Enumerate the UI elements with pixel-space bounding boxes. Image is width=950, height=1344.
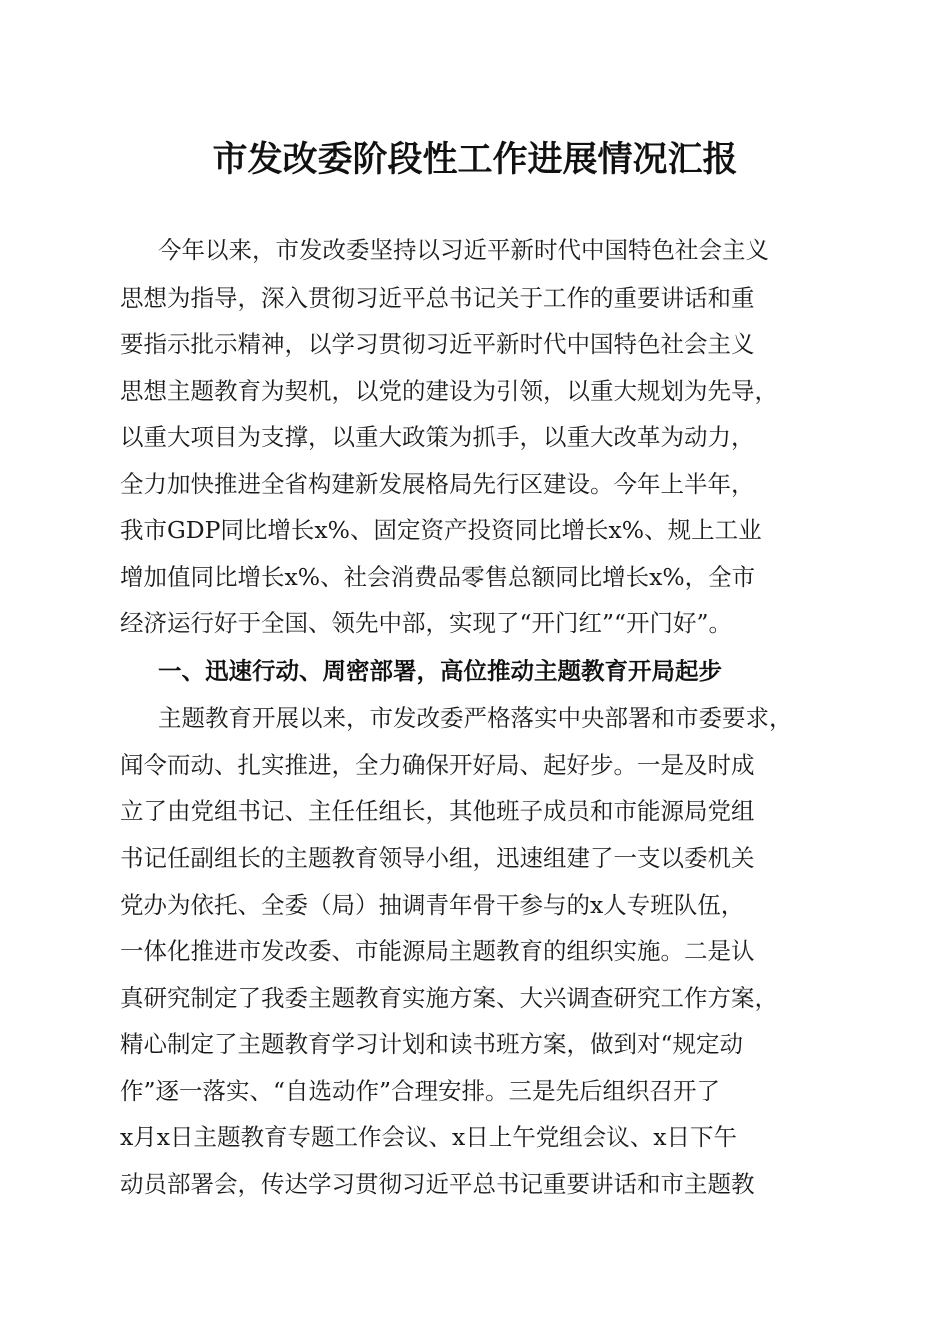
paragraph-line: 党办为依托、全委（局）抽调青年骨干参与的x人专班队伍， (120, 891, 745, 919)
paragraph-line: 立了由党组书记、主任任组长，其他班子成员和市能源局党组 (120, 797, 755, 825)
paragraph-line: 作”逐一落实、“自选动作”合理安排。三是先后组织召开了 (120, 1077, 721, 1105)
paragraph-line: 经济运行好于全国、领先中部，实现了“开门红”“开门好”。 (120, 609, 733, 637)
paragraph-line: 以重大项目为支撑，以重大政策为抓手，以重大改革为动力， (120, 423, 755, 451)
paragraph-line: x月x日主题教育专题工作会议、x日上午党组会议、x日下午 (120, 1123, 738, 1151)
section-heading: 一、迅速行动、周密部署，高位推动主题教育开局起步 (158, 657, 722, 685)
paragraph-line: 真研究制定了我委主题教育实施方案、大兴调查研究工作方案， (120, 984, 778, 1012)
paragraph-line: 我市GDP同比增长x%、固定资产投资同比增长x%、规上工业 (120, 516, 762, 544)
paragraph-line: 闻令而动、扎实推进，全力确保开好局、起好步。一是及时成 (120, 751, 755, 779)
paragraph-line: 要指示批示精神，以学习贯彻习近平新时代中国特色社会主义 (120, 330, 755, 358)
paragraph-line: 思想主题教育为契机，以党的建设为引领，以重大规划为先导， (120, 377, 778, 405)
paragraph-line: 全力加快推进全省构建新发展格局先行区建设。今年上半年， (120, 470, 755, 498)
paragraph-line: 精心制定了主题教育学习计划和读书班方案，做到对“规定动 (120, 1030, 744, 1058)
paragraph-line: 增加值同比增长x%、社会消费品零售总额同比增长x%，全市 (120, 563, 756, 591)
paragraph-line: 思想为指导，深入贯彻习近平总书记关于工作的重要讲话和重 (120, 284, 755, 312)
paragraph-line: 书记任副组长的主题教育领导小组，迅速组建了一支以委机关 (120, 844, 755, 872)
paragraph-line: 主题教育开展以来，市发改委严格落实中央部署和市委要求， (158, 704, 793, 732)
document-title: 市发改委阶段性工作进展情况汇报 (212, 139, 738, 180)
paragraph-line: 一体化推进市发改委、市能源局主题教育的组织实施。二是认 (120, 937, 755, 965)
paragraph-line: 动员部署会，传达学习贯彻习近平总书记重要讲话和市主题教 (120, 1170, 755, 1198)
paragraph-line: 今年以来，市发改委坚持以习近平新时代中国特色社会主义 (158, 236, 769, 264)
